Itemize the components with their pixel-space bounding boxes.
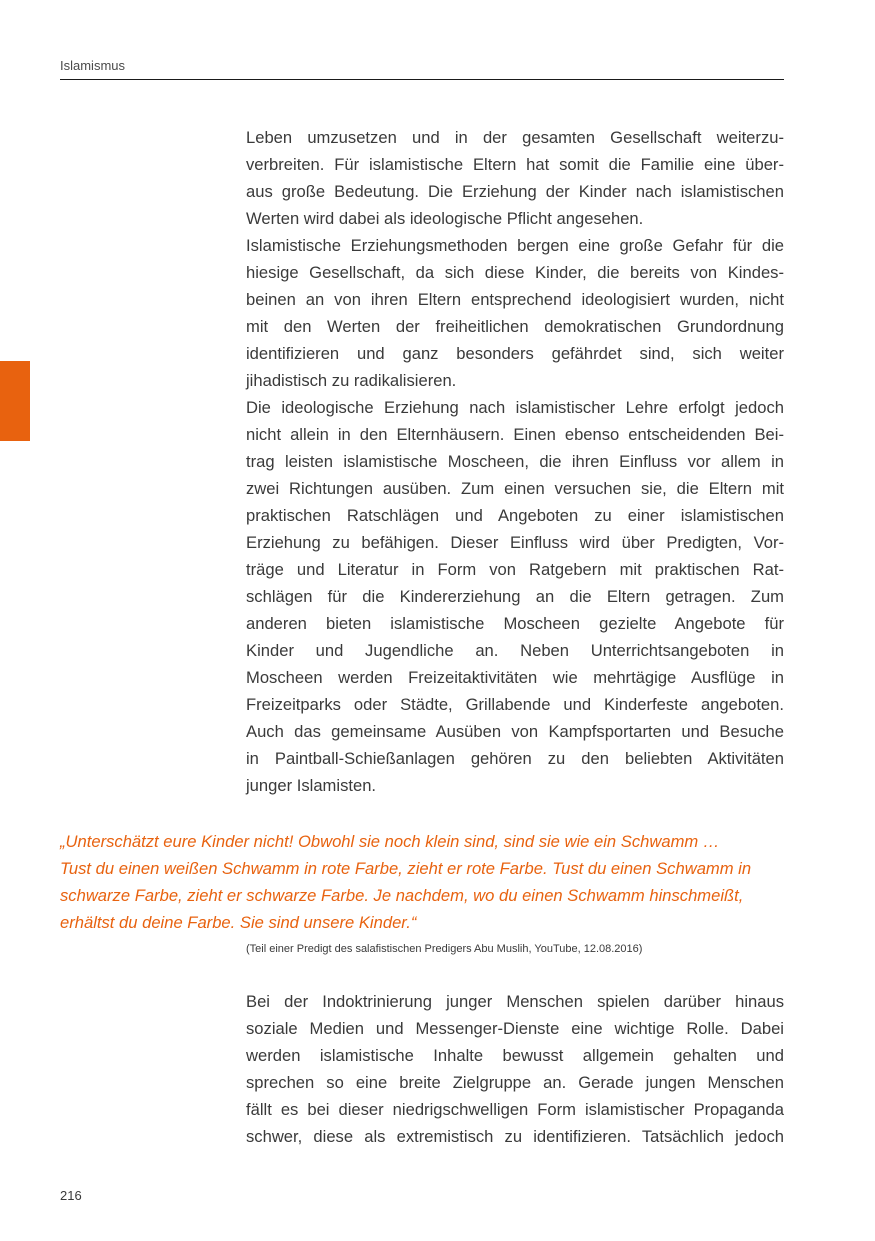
body-text-block-2 — [246, 988, 784, 1150]
quote-line: „Unterschätzt eure Kinder nicht! Obwohl sie noch klein sind, sind sie wie ein Schwamm … — [60, 832, 720, 851]
running-header: Islamismus — [60, 58, 126, 73]
text-line: Auch das gemeinsame Ausüben von Kampfsportarten und Besuche — [246, 722, 784, 741]
text-line: identifizieren und ganz besonders gefährdet sind, sich weiter — [246, 344, 784, 363]
text-line: beinen an von ihren Eltern entsprechend ideologisiert wurden, nicht — [246, 290, 784, 309]
text-line: schlägen für die Kindererziehung an die Eltern getragen. Zum — [246, 587, 784, 606]
text-line: zwei Richtungen ausüben. Zum einen versuchen sie, die Eltern mit — [246, 479, 784, 498]
quote-line: erhältst du deine Farbe. Sie sind unsere Kinder.“ — [60, 913, 417, 932]
text-line: anderen bieten islamistische Moscheen gezielte Angebote für — [246, 614, 784, 633]
quote-line: Tust du einen weißen Schwamm in rote Farbe, zieht er rote Farbe. Tust du einen Schwamm in — [60, 859, 752, 878]
text-line: nicht allein in den Elternhäusern. Einen ebenso entscheidenden Bei- — [246, 425, 784, 444]
text-line: Werten wird dabei als ideologische Pflicht angesehen. — [246, 209, 644, 228]
text-line: werden islamistische Inhalte bewusst allgemein gehalten und — [246, 1046, 784, 1065]
header-rule — [60, 79, 784, 80]
pull-quote — [60, 828, 784, 936]
text-line: hiesige Gesellschaft, da sich diese Kinder, die bereits von Kindes- — [246, 263, 784, 282]
text-line: mit den Werten der freiheitlichen demokratischen Grundordnung — [246, 317, 784, 336]
text-line: Kinder und Jugendliche an. Neben Unterrichtsangeboten in — [246, 641, 784, 660]
text-line: in Paintball-Schießanlagen gehören zu den beliebten Aktivitäten — [246, 749, 784, 768]
body-text-block-1 — [246, 124, 784, 799]
quote-citation: (Teil einer Predigt des salafistischen Predigers Abu Muslih, YouTube, 12.08.2016) — [246, 943, 643, 955]
text-line: jihadistisch zu radikalisieren. — [246, 371, 457, 390]
text-line: sprechen so eine breite Zielgruppe an. Gerade jungen Menschen — [246, 1073, 784, 1092]
text-line: trag leisten islamistische Moscheen, die ihren Einfluss vor allem in — [246, 452, 784, 471]
chapter-marker-tab — [0, 361, 30, 441]
text-line: Bei der Indoktrinierung junger Menschen spielen darüber hinaus — [246, 992, 784, 1011]
text-line: junger Islamisten. — [246, 776, 377, 795]
text-line: fällt es bei dieser niedrigschwelligen Form islamistischer Propaganda — [246, 1100, 784, 1119]
page-number: 216 — [60, 1188, 82, 1203]
text-line: verbreiten. Für islamistische Eltern hat somit die Familie eine über- — [246, 155, 784, 174]
text-line: Moscheen werden Freizeitaktivitäten wie mehrtägige Ausflüge in — [246, 668, 784, 687]
text-line: schwer, diese als extremistisch zu identifizieren. Tatsächlich jedoch — [246, 1127, 784, 1146]
text-line: Islamistische Erziehungsmethoden bergen eine große Gefahr für die — [246, 236, 784, 255]
text-line: träge und Literatur in Form von Ratgebern mit praktischen Rat- — [246, 560, 784, 579]
text-line: aus große Bedeutung. Die Erziehung der Kinder nach islamistischen — [246, 182, 784, 201]
text-line: praktischen Ratschlägen und Angeboten zu einer islamistischen — [246, 506, 784, 525]
text-line: Erziehung zu befähigen. Dieser Einfluss wird über Predigten, Vor- — [246, 533, 784, 552]
text-line: Die ideologische Erziehung nach islamistischer Lehre erfolgt jedoch — [246, 398, 784, 417]
text-line: soziale Medien und Messenger-Dienste eine wichtige Rolle. Dabei — [246, 1019, 784, 1038]
text-line: Leben umzusetzen und in der gesamten Gesellschaft weiterzu- — [246, 128, 784, 147]
quote-line: schwarze Farbe, zieht er schwarze Farbe. Je nachdem, wo du einen Schwamm hinschmeißt, — [60, 886, 744, 905]
text-line: Freizeitparks oder Städte, Grillabende und Kinderfeste angeboten. — [246, 695, 784, 714]
